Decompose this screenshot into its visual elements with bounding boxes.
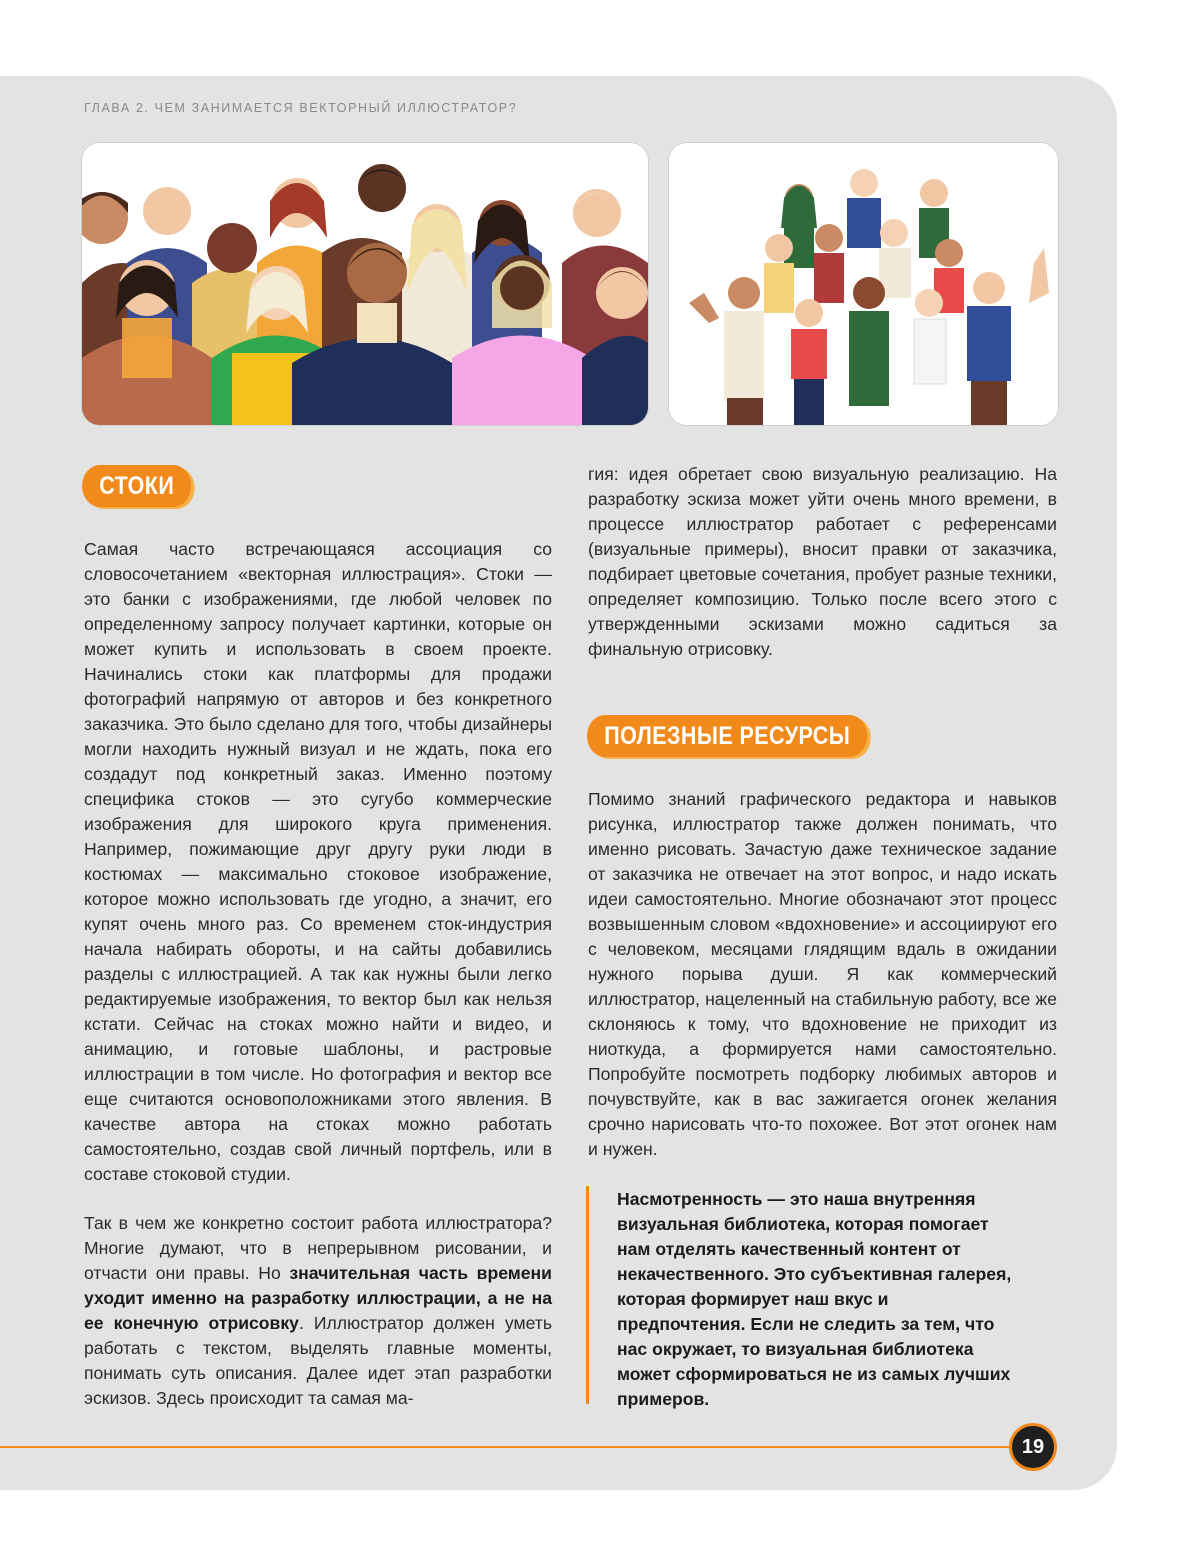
illustrator-work-text-start: Так в чем же конкретно состоит работа иллюстратора? Многие думают, что в непрерывном рисовании, и отчасти они правы. Но xyxy=(84,1213,552,1283)
magic-continuation-paragraph: гия: идея обретает свою визуальную реализацию. На разработку эскиза может уйти очень много времени, в процессе иллюстратор работает с референсами (визуальные примеры), вносит правки от заказчика, подбирает цветовые сочетания, пробует разные техники, определяет композицию. Только после всего этого с утвержденными эскизами можно садиться за финальную отрисовку. xyxy=(588,464,1057,659)
illustrator-work-paragraph xyxy=(84,1211,552,1411)
quote-accent-bar xyxy=(586,1186,589,1404)
waving-group-illustration-graphic xyxy=(669,143,1058,425)
quote-text: Насмотренность — это наша внутренняя визуальная библиотека, которая помогает нам отделять качественный контент от некачественного. Это субъективная галерея, которая формирует наш вкус и предпочтения. Если не следить за тем, что нас окружает, то визуальная библиотека может сформироваться не из самых лучших примеров. xyxy=(617,1189,1012,1409)
illustrator-work-bold-text: значительная часть времени уходит именно на разработку иллюстрации, а не на ее конечную отрисовку xyxy=(84,1263,552,1333)
section-title-stoki: СТОКИ xyxy=(82,465,191,507)
crowd-illustration xyxy=(82,143,648,425)
waving-group-illustration xyxy=(669,143,1058,425)
stoki-paragraph: Самая часто встречающаяся ассоциация со словосочетанием «векторная иллюстрация». Стоки — это банки с изображениями, где любой человек по определенному запросу получает картинки, которые он может купить и использовать в своем проекте. Начинались стоки как платформы для продажи фотографий напрямую от авторов и без конкретного заказчика. Это было сделано для того, чтобы дизайнеры могли находить нужный визуал и не ждать, пока его создадут под конкретный заказ. Именно поэтому специфика стоков — это сугубо коммерческие изображения для широкого круга применения. Например, пожимающие друг другу руки люди в костюмах — максимально стоковое изображение, которое можно использовать где угодно, а значит, его купят очень много раз. Со временем сток-индустрия начала набирать обороты, и на сайты добавились разделы с иллюстрацией. А так как нужны были легко редактируемые изображения, то вектор был как нельзя кстати. Сейчас на стоках можно найти и видео, и анимацию, и готовые шаблоны, и растровые иллюстрации в том числе. Но фотография и вектор все еще считаются основоположниками этого явления. В качестве автора на стоках можно работать самостоятельно, создав свой личный портфель, или в составе стоковой студии. xyxy=(84,539,552,1184)
section-title-resursy: ПОЛЕЗНЫЕ РЕСУРСЫ xyxy=(587,715,867,757)
chapter-header: ГЛАВА 2. ЧЕМ ЗАНИМАЕТСЯ ВЕКТОРНЫЙ ИЛЛЮСТРАТОР? xyxy=(84,101,518,115)
resources-paragraph: Помимо знаний графического редактора и навыков рисунка, иллюстратор также должен понимать, что именно рисовать. Зачастую даже техническое задание от заказчика не отвечает на этот вопрос, и надо искать идеи самостоятельно. Многие обозначают этот процесс возвышенным словом «вдохновение» и ассоциируют его с человеком, месяцами глядящим вдаль в ожидании нужного порыва души. Я как коммерческий иллюстратор, нацеленный на стабильную работу, все же склоняюсь к тому, что вдохновение не приходит из ниоткуда, а формируется нами самостоятельно. Попробуйте посмотреть подборку любимых авторов и почувствуйте, как в вас зажигается огонек желания срочно нарисовать что-то похожее. Вот этот огонек нам и нужен. xyxy=(588,789,1057,1159)
crowd-illustration-graphic xyxy=(82,143,648,425)
page-number: 19 xyxy=(1009,1423,1057,1471)
footer-rule xyxy=(0,1446,1015,1448)
illustrator-work-text-end: . Иллюстратор должен уметь работать с текстом, выделять главные моменты, понимать суть описания. Далее идет этап разработки эскизов. Здесь происходит та самая ма- xyxy=(84,1313,553,1408)
